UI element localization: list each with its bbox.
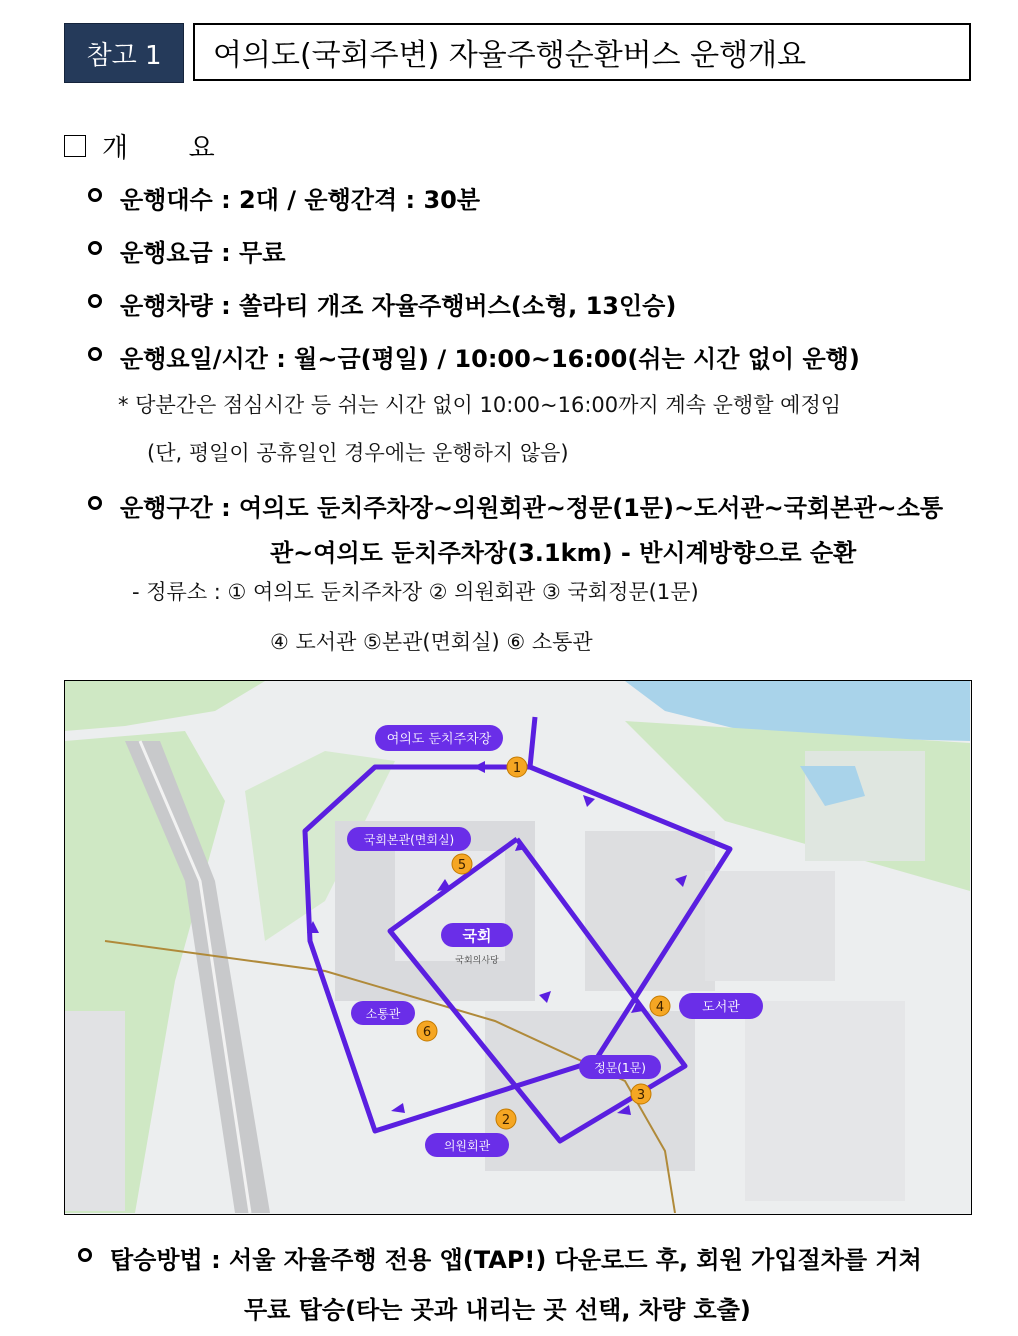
label-stop3: 정문(1문): [594, 1061, 646, 1075]
list-item-route: [88, 488, 943, 523]
stop-number-2: 2: [501, 1113, 511, 1128]
route-map: [64, 680, 972, 1215]
stops-line: ④ 도서관 ⑤본관(면회실) ⑥ 소통관: [270, 630, 593, 654]
note-line: (단, 평일이 공휴일인 경우에는 운행하지 않음): [147, 441, 569, 465]
label-stop2: 의원회관: [443, 1139, 491, 1153]
label-stop6: 소통관: [365, 1007, 401, 1021]
bullet-icon: [88, 496, 102, 510]
label-stop5: 국회본관(면회실): [363, 833, 455, 847]
section-heading: [64, 126, 241, 165]
checkbox-square-icon: [64, 135, 86, 157]
list-item: [88, 180, 480, 215]
page-title-text: 여의도(국회주변) 자율주행순환버스 운행개요: [213, 38, 807, 73]
list-item: [88, 286, 676, 321]
stops-line: - 정류소 : ① 여의도 둔치주차장 ② 의원회관 ③ 국회정문(1문): [132, 580, 699, 604]
reference-tag-label: 참고 1: [86, 40, 162, 71]
boarding-continued: 무료 탑승(타는 곳과 내리는 곳 선택, 차량 호출): [244, 1296, 751, 1324]
label-center-sub: 국회의사당: [455, 956, 499, 966]
page-title: [193, 23, 971, 81]
route-continued: 관~여의도 둔치주차장(3.1km) - 반시계방향으로 순환: [270, 539, 857, 567]
list-item: [88, 339, 860, 374]
bullet-icon: [88, 294, 102, 308]
bullet-icon: [88, 347, 102, 361]
bullet-icon: [88, 188, 102, 202]
stop-number-5: 5: [457, 858, 467, 873]
list-item-boarding: [78, 1240, 922, 1275]
list-item: [88, 233, 285, 268]
bullet-icon: [88, 241, 102, 255]
item-text: 운행대수 : 2대 / 운행간격 : 30분: [120, 186, 481, 214]
stop-number-1: 1: [512, 761, 522, 776]
route-text: 운행구간 : 여의도 둔치주차장~의원회관~정문(1문)~도서관~국회본관~소통: [120, 494, 943, 522]
item-text: 운행차량 : 쏠라티 개조 자율주행버스(소형, 13인승): [120, 292, 677, 320]
note-line: * 당분간은 점심시간 등 쉬는 시간 없이 10:00~16:00까지 계속 운행할 예정임: [118, 393, 842, 417]
stop-number-4: 4: [655, 1000, 665, 1015]
label-stop4: 도서관: [702, 1000, 740, 1015]
boarding-text: 탑승방법 : 서울 자율주행 전용 앱(TAP!) 다운로드 후, 회원 가입절차를 거쳐: [110, 1246, 922, 1274]
item-text: 운행요일/시간 : 월~금(평일) / 10:00~16:00(쉬는 시간 없이 운행): [120, 345, 860, 373]
stop-number-3: 3: [636, 1088, 646, 1103]
item-text: 운행요금 : 무료: [120, 239, 286, 267]
section-title: 개 요: [102, 133, 241, 164]
bullet-icon: [78, 1248, 92, 1262]
label-center: 국회: [462, 927, 492, 945]
stop-number-6: 6: [422, 1025, 432, 1040]
reference-tag: [64, 23, 184, 83]
route-map-svg: [65, 681, 970, 1213]
label-stop1: 여의도 둔치주차장: [386, 732, 492, 747]
